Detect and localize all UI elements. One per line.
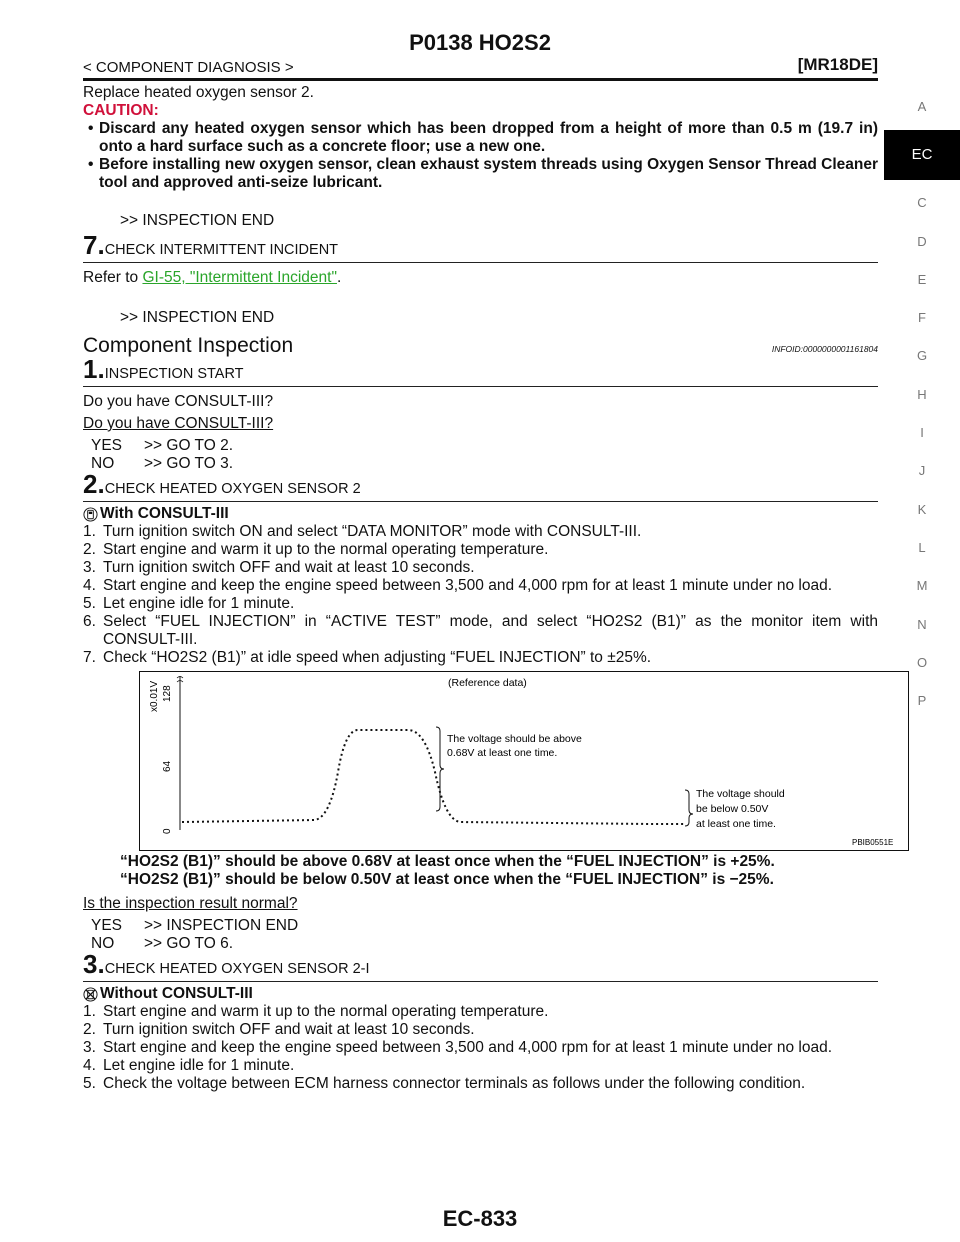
with-consult-mode: With CONSULT-III [83, 505, 878, 523]
reference-waveform-figure [139, 671, 909, 851]
high-bracket [436, 727, 444, 811]
low-note-line: be below 0.50V [696, 803, 769, 815]
reference-data-label: (Reference data) [448, 677, 527, 689]
sidebar-tab-k[interactable]: K [917, 501, 927, 517]
sidebar-tab-i[interactable]: I [920, 425, 924, 441]
inspection-end: >> INSPECTION END [120, 212, 275, 229]
main-content [83, 84, 894, 1093]
yes-branch: YES >> INSPECTION END [91, 917, 299, 934]
sidebar-tab-d[interactable]: D [917, 233, 927, 249]
low-note-line: The voltage should [696, 788, 785, 800]
consult-tool-icon [83, 507, 98, 522]
list-item: 6. Select “FUEL INJECTION” in “ACTIVE TEST” mode, and select “HO2S2 (B1)” as the monitor item with CONSULT-III. [83, 613, 878, 648]
y-unit-label: x0.01V [149, 680, 160, 712]
refer-line: Refer to GI-55, "Intermittent Incident". [83, 269, 342, 286]
result-text: “HO2S2 (B1)” should be below 0.50V at least once when the “FUEL INJECTION” is −25%. [120, 871, 774, 888]
sidebar-tab-m[interactable]: M [916, 578, 928, 594]
list-item: 1. Turn ignition switch ON and select “DATA MONITOR” mode with CONSULT-III. [83, 523, 642, 540]
no-branch: NO >> GO TO 6. [91, 935, 234, 952]
question-underlined: Is the inspection result normal? [83, 895, 298, 912]
sidebar-tab-e[interactable]: E [917, 271, 927, 287]
question-text: Do you have CONSULT-III? [83, 393, 274, 410]
list-item: 3. Turn ignition switch OFF and wait at least 10 seconds. [83, 559, 475, 576]
step-1-heading: 1.INSPECTION START [83, 360, 878, 387]
info-id: INFOID:0000000001161804 [771, 344, 878, 354]
waveform-svg [140, 672, 908, 850]
sidebar-tab-ec[interactable]: EC [884, 130, 960, 180]
sidebar-tab-c[interactable]: C [917, 195, 927, 211]
caution-heading: CAUTION: [83, 102, 159, 119]
figure-code: PBIB0551E [852, 838, 894, 847]
sidebar-tab-a[interactable]: A [917, 99, 927, 114]
caution-item: • Discard any heated oxygen sensor which has been dropped from a height of more than 0.5 m (19.7 in) onto a hard surface such as a concrete floor; use a new one. [83, 120, 878, 156]
voltage-waveform [182, 730, 685, 824]
high-note-line: The voltage should be above [447, 733, 582, 745]
step-7-heading: 7.CHECK INTERMITTENT INCIDENT [83, 236, 878, 263]
list-item: 2. Start engine and warm it up to the normal operating temperature. [83, 541, 549, 558]
y-tick-128: 128 [162, 685, 173, 702]
list-item: 3. Start engine and keep the engine speed between 3,500 and 4,000 rpm for at least 1 minute under no load. [83, 1039, 833, 1056]
result-text: “HO2S2 (B1)” should be above 0.68V at least once when the “FUEL INJECTION” is +25%. [120, 853, 775, 870]
sidebar-tab-j[interactable]: J [918, 463, 926, 479]
low-note-line: at least one time. [696, 818, 776, 830]
sidebar-tab-f[interactable]: F [918, 310, 926, 326]
sidebar-tab-l[interactable]: L [918, 539, 926, 555]
page-number: EC-833 [442, 1206, 518, 1231]
step-2-heading: 2.CHECK HEATED OXYGEN SENSOR 2 [83, 475, 878, 502]
question-underlined: Do you have CONSULT-III? [83, 415, 274, 432]
no-consult-tool-icon [83, 987, 98, 1002]
list-item: 4. Let engine idle for 1 minute. [83, 1057, 295, 1074]
list-item: 1. Start engine and warm it up to the normal operating temperature. [83, 1003, 549, 1020]
sidebar-tab-o[interactable]: O [916, 654, 928, 670]
list-item: 5. Let engine idle for 1 minute. [83, 595, 295, 612]
inspection-end: >> INSPECTION END [120, 309, 275, 326]
list-item: 2. Turn ignition switch OFF and wait at least 10 seconds. [83, 1021, 475, 1038]
section-breadcrumb: < COMPONENT DIAGNOSIS > [83, 59, 294, 76]
gi55-link[interactable]: GI-55, "Intermittent Incident" [142, 269, 337, 286]
without-consult-mode: Without CONSULT-III [83, 985, 878, 1003]
high-note-line: 0.68V at least one time. [447, 747, 558, 759]
component-inspection-heading: Component Inspection INFOID:0000000001161804 [83, 334, 878, 357]
no-branch: NO >> GO TO 3. [91, 455, 234, 472]
list-item: 5. Check the voltage between ECM harness connector terminals as follows under the following condition. [83, 1075, 806, 1092]
list-item: 7. Check “HO2S2 (B1)” at idle speed when adjusting “FUEL INJECTION” to ±25%. [83, 649, 652, 666]
replace-text: Replace heated oxygen sensor 2. [83, 84, 314, 101]
low-bracket [685, 790, 693, 826]
caution-item: • Before installing new oxygen sensor, clean exhaust system threads using Oxygen Sensor Thread Cleaner tool and approved anti-seize lubricant. [83, 156, 878, 192]
y-tick-0: 0 [162, 828, 173, 834]
page-title: P0138 HO2S2 [409, 30, 551, 55]
step-3-heading: 3.CHECK HEATED OXYGEN SENSOR 2-I [83, 955, 878, 982]
sidebar-tab-h[interactable]: H [917, 386, 927, 402]
engine-code: [MR18DE] [797, 55, 878, 74]
y-tick-64: 64 [162, 760, 173, 772]
sidebar-tab-n[interactable]: N [917, 616, 927, 632]
header-rule [83, 78, 878, 81]
list-item: 4. Start engine and keep the engine speed between 3,500 and 4,000 rpm for at least 1 minute under no load. [83, 577, 833, 594]
sidebar-tab-p[interactable]: P [917, 693, 927, 709]
step-2-list [83, 523, 878, 667]
step-3-list [83, 1003, 878, 1093]
section-index-sidebar [884, 88, 960, 720]
yes-branch: YES >> GO TO 2. [91, 437, 234, 454]
sidebar-tab-g[interactable]: G [916, 348, 928, 364]
